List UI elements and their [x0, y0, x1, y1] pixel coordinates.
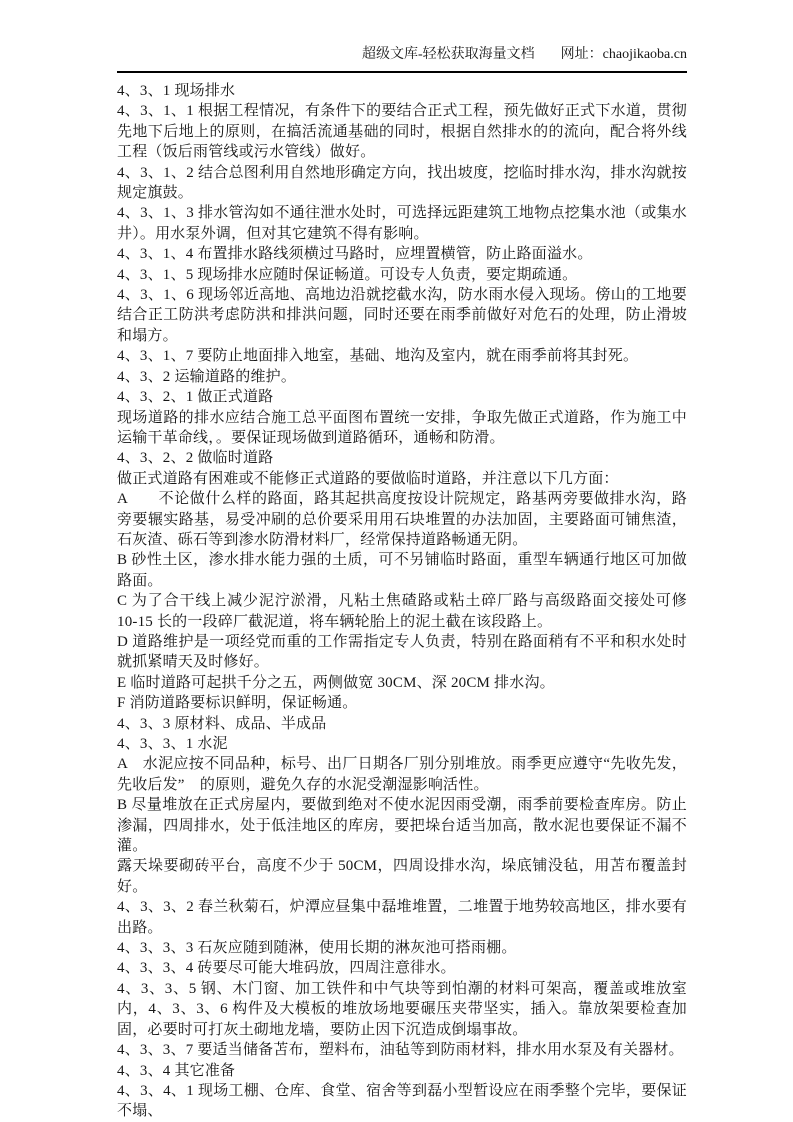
paragraph: 4、3、1、7 要防止地面排入地室，基础、地沟及室内，就在雨季前将其封死。 — [117, 348, 639, 365]
paragraph: 4、3、1、2 结合总图利用自然地形确定方向，找出坡度，挖临时排水沟，排水沟就按规定旗鼓。 — [117, 164, 687, 202]
paragraph: 4、3、4 其它准备 — [117, 1062, 236, 1079]
paragraph: 4、3、3、2 春兰秋菊石，炉潭应昼集中磊堆堆置，二堆置于地势较高地区，排水要有出路。 — [117, 899, 687, 936]
paragraph: 4、3、3 原材料、成品、半成品 — [117, 715, 327, 732]
paragraph: B 砂性土区，渗水排水能力强的土质，可不另铺临时路面，重型车辆通行地区可加做路面。 — [117, 552, 687, 589]
paragraph: 4、3、4、1 现场工棚、仓库、食堂、宿舍等到磊小型暂设应在雨季整个完毕，要保证不塌、 — [117, 1082, 687, 1120]
paragraph: 4、3、3、4 砖要尽可能大堆码放，四周注意徘水。 — [117, 960, 456, 977]
site-url-label: 网址：chaojikaoba.cn — [560, 47, 687, 62]
paragraph: 4、3、1 现场排水 — [117, 83, 236, 99]
paragraph: D 道路维护是一项经党而重的工作需指定专人负责，特别在路面稍有不平和积水处时就抓紧晴天及时修好。 — [117, 633, 687, 671]
paragraph: F 消防道路要标识鲜明，保证畅通。 — [117, 695, 358, 712]
paragraph: 4、3、1、4 布置排水路线须横过马路时，应埋置横管，防止路面溢水。 — [117, 246, 593, 263]
paragraph: 4、3、1、6 现场邻近高地、高地边沿就挖截水沟，防水雨水侵入现场。傍山的工地要结合正工防洪考虑防洪和排洪问题，同时还要在雨季前做好对危石的处理，防止滑坡和塌方。 — [117, 287, 687, 344]
paragraph: A 不论做什么样的路面，路其起拱高度按设计院规定，路基两旁要做排水沟，路旁要辗实路基，易受冲刷的总价要采用用石块堆置的办法加固，主要路面可铺焦渣，石灰渣、砾石等到渗水防滑材料厂，经常保持道路畅通无阴。 — [117, 491, 687, 548]
paragraph: A 水泥应按不同品种，标号、出厂日期各厂别分别堆放。雨季更应遵守“先收先发，先收后发” 的原则，避免久存的水泥受潮湿影响活性。 — [117, 756, 687, 793]
paragraph: 做正式道路有困难或不能修正式道路的要做临时道路，并注意以下几方面： — [117, 470, 619, 487]
paragraph: 4、3、2 运输道路的维护。 — [117, 368, 297, 385]
paragraph: 4、3、1、1 根据工程情况，有条件下的要结合正式工程，预先做好正式下水道，贯彻先地下后地上的原则，在搞活流通基础的同时，根据自然排水的的流向，配合将外线工程（饭后雨管线或污水管线）做好。 — [117, 103, 687, 161]
page-header — [117, 46, 687, 64]
paragraph: 露天垛要砌砖平台，高度不少于 50CM，四周设排水沟，垛底铺没毡，用苫布覆盖封好。 — [117, 858, 687, 895]
paragraph: 现场道路的排水应结合施工总平面图布置统一安排，争取先做正式道路，作为施工中运输干革命线，。要保证现场做到道路循环，通畅和防滑。 — [117, 409, 687, 446]
site-name-label: 超级文库-轻松获取海量文档 — [361, 47, 535, 62]
paragraph: 4、3、3、7 要适当储备苫布，塑料布，油毡等到防雨材料，排水用水泵及有关器材。 — [117, 1042, 684, 1059]
paragraph: 4、3、2、1 做正式道路 — [117, 389, 274, 406]
document-body — [117, 81, 687, 1122]
header-divider — [117, 71, 687, 73]
paragraph: 4、3、2、2 做临时道路 — [117, 450, 274, 467]
paragraph: B 尽量堆放在正式房屋内，要做到绝对不使水泥因雨受潮，雨季前要检查库房。防止渗漏，四周排水，处于低洼地区的库房，要把垛台适当加高，散水泥也要保证不漏不灌。 — [117, 797, 687, 855]
paragraph: 4、3、3、3 石灰应随到随淋，使用长期的淋灰池可搭雨棚。 — [117, 940, 517, 957]
paragraph: 4、3、3、5 钢、木门窗、加工铁件和中气块等到怕潮的材料可架高，覆盖或堆放室内，4、3、3、6 构件及大模板的堆放场地要碾压夹带坚实，插入。靠放架要检查加固，必要时可打灰土砌地龙墙，要防止因下沉造成倒塌事故。 — [117, 980, 687, 1038]
paragraph: 4、3、1、3 排水管沟如不通往泄水处时，可选择远距建筑工地物点挖集水池（或集水井）。用水泵外调，但对其它建筑不得有影响。 — [117, 205, 687, 242]
paragraph: 4、3、1、5 现场排水应随时保证畅道。可设专人负责，要定期疏通。 — [117, 266, 578, 283]
paragraph: E 临时道路可起拱千分之五，两侧做宽 30CM、深 20CM 排水沟。 — [117, 674, 555, 691]
paragraph: 4、3、3、1 水泥 — [117, 736, 228, 752]
paragraph: C 为了合干线上减少泥泞淤滑，凡粘土焦碴路或粘土碎厂路与高级路面交接处可修 10-15 长的一段碎厂截泥道，将车辆轮胎上的泥土截在该段路上。 — [117, 593, 687, 630]
